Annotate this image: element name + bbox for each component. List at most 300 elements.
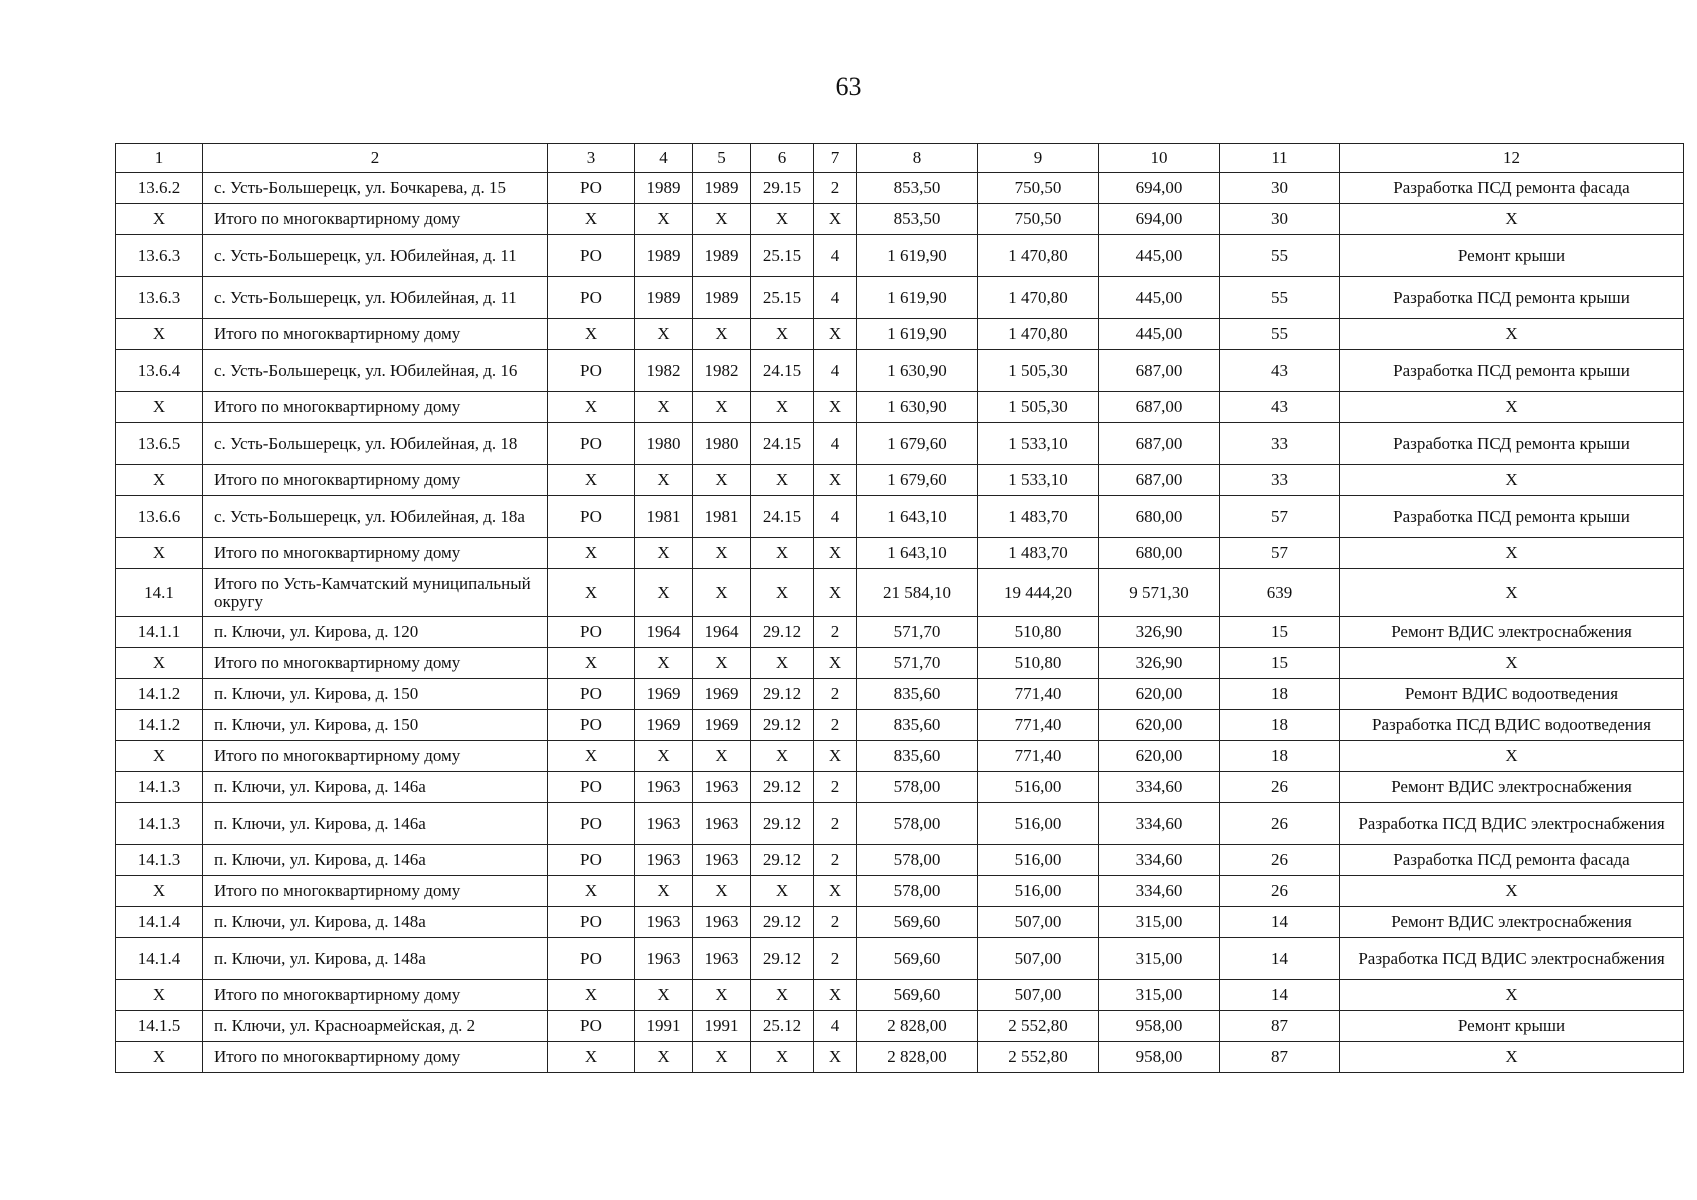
subtotal-row [116,741,1684,772]
cell-total-area: 2 828,00 [857,1011,978,1042]
cell-owner-type: РО [548,277,635,319]
cell-floors: 2 [814,803,857,845]
cell-owner-type: РО [548,679,635,710]
cell-living-area: 1 470,80 [978,319,1099,350]
cell-item-number: Х [116,392,203,423]
subtotal-row [116,538,1684,569]
cell-total-area: 578,00 [857,803,978,845]
cell-work-type: Х [1340,204,1684,235]
cell-owner-type: РО [548,938,635,980]
cell-year-commissioned: 1991 [693,1011,751,1042]
cell-item-number: 13.6.4 [116,350,203,392]
table-row [116,803,1684,845]
cell-year-commissioned: 1969 [693,710,751,741]
cell-living-area: 516,00 [978,845,1099,876]
cell-address: п. Ключи, ул. Кирова, д. 148а [203,938,548,980]
cell-year-commissioned: 1963 [693,803,751,845]
subtotal-row [116,1042,1684,1073]
table-row [116,845,1684,876]
cell-residents: 18 [1220,741,1340,772]
cell-code: Х [751,204,814,235]
cell-owner-type: Х [548,876,635,907]
cell-code: 24.15 [751,350,814,392]
cell-total-area: 1 619,90 [857,319,978,350]
cell-year-commissioned: 1980 [693,423,751,465]
cell-address: Итого по многоквартирному дому [203,741,548,772]
cell-living-area: 750,50 [978,204,1099,235]
cell-address: с. Усть-Большерецк, ул. Юбилейная, д. 11 [203,235,548,277]
cell-living-area: 510,80 [978,617,1099,648]
cell-year-built: 1980 [635,423,693,465]
cell-cost: 334,60 [1099,772,1220,803]
cell-year-built: Х [635,319,693,350]
cell-floors: 2 [814,617,857,648]
table-row [116,277,1684,319]
cell-cost: 9 571,30 [1099,569,1220,617]
cell-residents: 15 [1220,648,1340,679]
cell-residents: 15 [1220,617,1340,648]
cell-total-area: 1 643,10 [857,538,978,569]
cell-floors: Х [814,648,857,679]
cell-year-built: 1963 [635,772,693,803]
cell-residents: 639 [1220,569,1340,617]
column-number-header: 3 [548,144,635,173]
cell-floors: 4 [814,277,857,319]
cell-address: Итого по многоквартирному дому [203,648,548,679]
cell-residents: 33 [1220,465,1340,496]
cell-item-number: 13.6.2 [116,173,203,204]
cell-item-number: 14.1.2 [116,710,203,741]
cell-cost: 687,00 [1099,465,1220,496]
cell-year-built: 1989 [635,235,693,277]
cell-year-built: 1963 [635,907,693,938]
cell-work-type: Разработка ПСД ВДИС электроснабжения [1340,938,1684,980]
cell-residents: 30 [1220,173,1340,204]
cell-item-number: Х [116,319,203,350]
cell-code: 25.12 [751,1011,814,1042]
cell-year-commissioned: 1964 [693,617,751,648]
subtotal-row [116,980,1684,1011]
cell-residents: 87 [1220,1042,1340,1073]
cell-item-number: 14.1.2 [116,679,203,710]
cell-residents: 14 [1220,938,1340,980]
cell-cost: 680,00 [1099,538,1220,569]
cell-item-number: Х [116,980,203,1011]
cell-floors: 2 [814,938,857,980]
cell-year-built: 1964 [635,617,693,648]
cell-year-commissioned: Х [693,392,751,423]
cell-living-area: 1 483,70 [978,496,1099,538]
cell-work-type: Х [1340,876,1684,907]
cell-cost: 694,00 [1099,204,1220,235]
cell-code: 29.12 [751,907,814,938]
cell-floors: 4 [814,423,857,465]
cell-year-commissioned: 1981 [693,496,751,538]
cell-total-area: 1 630,90 [857,350,978,392]
cell-code: 29.12 [751,803,814,845]
cell-code: Х [751,648,814,679]
cell-living-area: 516,00 [978,772,1099,803]
cell-work-type: Х [1340,319,1684,350]
column-number-header: 2 [203,144,548,173]
column-number-header: 12 [1340,144,1684,173]
cell-cost: 680,00 [1099,496,1220,538]
cell-item-number: Х [116,1042,203,1073]
cell-total-area: 1 643,10 [857,496,978,538]
cell-address: с. Усть-Большерецк, ул. Юбилейная, д. 16 [203,350,548,392]
cell-living-area: 771,40 [978,710,1099,741]
cell-residents: 26 [1220,845,1340,876]
cell-cost: 445,00 [1099,277,1220,319]
cell-cost: 334,60 [1099,845,1220,876]
cell-residents: 14 [1220,907,1340,938]
cell-floors: 2 [814,679,857,710]
cell-total-area: 578,00 [857,772,978,803]
cell-floors: 2 [814,173,857,204]
table-row [116,938,1684,980]
cell-cost: 326,90 [1099,617,1220,648]
cell-work-type: Разработка ПСД ВДИС водоотведения [1340,710,1684,741]
cell-cost: 620,00 [1099,741,1220,772]
cell-owner-type: РО [548,907,635,938]
cell-living-area: 507,00 [978,980,1099,1011]
cell-total-area: 835,60 [857,710,978,741]
cell-address: с. Усть-Большерецк, ул. Юбилейная, д. 11 [203,277,548,319]
cell-item-number: 14.1.5 [116,1011,203,1042]
cell-code: Х [751,741,814,772]
cell-year-built: Х [635,465,693,496]
cell-work-type: Х [1340,741,1684,772]
cell-residents: 30 [1220,204,1340,235]
cell-owner-type: РО [548,173,635,204]
cell-cost: 315,00 [1099,907,1220,938]
cell-living-area: 507,00 [978,907,1099,938]
cell-code: 24.15 [751,423,814,465]
column-number-header: 11 [1220,144,1340,173]
cell-item-number: Х [116,465,203,496]
cell-living-area: 2 552,80 [978,1042,1099,1073]
cell-year-commissioned: Х [693,204,751,235]
cell-floors: 4 [814,235,857,277]
cell-work-type: Ремонт ВДИС электроснабжения [1340,617,1684,648]
cell-address: с. Усть-Большерецк, ул. Бочкарева, д. 15 [203,173,548,204]
cell-work-type: Разработка ПСД ремонта крыши [1340,496,1684,538]
cell-total-area: 1 619,90 [857,277,978,319]
cell-cost: 326,90 [1099,648,1220,679]
cell-address: Итого по многоквартирному дому [203,1042,548,1073]
cell-total-area: 569,60 [857,980,978,1011]
cell-residents: 57 [1220,496,1340,538]
cell-item-number: 13.6.3 [116,235,203,277]
cell-address: с. Усть-Большерецк, ул. Юбилейная, д. 18а [203,496,548,538]
cell-cost: 958,00 [1099,1042,1220,1073]
cell-cost: 445,00 [1099,319,1220,350]
cell-year-built: Х [635,1042,693,1073]
cell-cost: 687,00 [1099,350,1220,392]
cell-total-area: 853,50 [857,173,978,204]
cell-owner-type: Х [548,392,635,423]
cell-owner-type: РО [548,1011,635,1042]
cell-living-area: 1 470,80 [978,235,1099,277]
subtotal-row [116,204,1684,235]
cell-item-number: 14.1.1 [116,617,203,648]
cell-item-number: 14.1.3 [116,772,203,803]
cell-work-type: Х [1340,980,1684,1011]
cell-floors: Х [814,465,857,496]
subtotal-row [116,876,1684,907]
cell-address: п. Ключи, ул. Кирова, д. 148а [203,907,548,938]
cell-floors: 4 [814,350,857,392]
cell-code: Х [751,980,814,1011]
cell-total-area: 853,50 [857,204,978,235]
cell-item-number: 14.1.4 [116,938,203,980]
cell-work-type: Х [1340,465,1684,496]
cell-code: Х [751,465,814,496]
table-row [116,617,1684,648]
cell-code: Х [751,319,814,350]
cell-year-built: Х [635,741,693,772]
subtotal-row [116,319,1684,350]
cell-code: 29.12 [751,845,814,876]
cell-work-type: Разработка ПСД ремонта фасада [1340,845,1684,876]
cell-year-commissioned: Х [693,319,751,350]
table-row [116,1011,1684,1042]
cell-code: 29.12 [751,617,814,648]
cell-work-type: Разработка ПСД ремонта крыши [1340,423,1684,465]
cell-living-area: 771,40 [978,741,1099,772]
cell-living-area: 1 533,10 [978,465,1099,496]
cell-work-type: Х [1340,538,1684,569]
column-number-header: 9 [978,144,1099,173]
cell-living-area: 1 533,10 [978,423,1099,465]
cell-cost: 334,60 [1099,876,1220,907]
cell-total-area: 578,00 [857,845,978,876]
cell-residents: 43 [1220,350,1340,392]
cell-item-number: 14.1 [116,569,203,617]
cell-work-type: Ремонт крыши [1340,1011,1684,1042]
cell-total-area: 578,00 [857,876,978,907]
cell-address: Итого по многоквартирному дому [203,980,548,1011]
cell-address: п. Ключи, ул. Кирова, д. 146а [203,803,548,845]
cell-cost: 445,00 [1099,235,1220,277]
cell-year-built: 1989 [635,173,693,204]
cell-address: Итого по Усть-Камчатский муниципальный округу [203,569,548,617]
cell-year-commissioned: 1963 [693,938,751,980]
cell-year-built: 1963 [635,803,693,845]
cell-residents: 26 [1220,876,1340,907]
cell-total-area: 835,60 [857,679,978,710]
cell-residents: 18 [1220,710,1340,741]
cell-address: п. Ключи, ул. Красноармейская, д. 2 [203,1011,548,1042]
cell-item-number: Х [116,204,203,235]
page-number: 63 [835,72,862,101]
cell-owner-type: РО [548,803,635,845]
cell-item-number: 14.1.3 [116,803,203,845]
cell-floors: Х [814,204,857,235]
cell-address: п. Ключи, ул. Кирова, д. 146а [203,772,548,803]
cell-total-area: 2 828,00 [857,1042,978,1073]
cell-floors: 2 [814,845,857,876]
cell-owner-type: РО [548,235,635,277]
cell-residents: 33 [1220,423,1340,465]
cell-work-type: Ремонт ВДИС водоотведения [1340,679,1684,710]
cell-floors: 4 [814,1011,857,1042]
cell-work-type: Ремонт крыши [1340,235,1684,277]
cell-year-commissioned: Х [693,876,751,907]
cell-year-built: 1991 [635,1011,693,1042]
cell-residents: 18 [1220,679,1340,710]
subtotal-row [116,392,1684,423]
column-number-header: 1 [116,144,203,173]
cell-work-type: Разработка ПСД ремонта фасада [1340,173,1684,204]
cell-cost: 334,60 [1099,803,1220,845]
cell-floors: Х [814,569,857,617]
cell-residents: 14 [1220,980,1340,1011]
cell-address: Итого по многоквартирному дому [203,465,548,496]
cell-year-commissioned: 1963 [693,845,751,876]
table-row [116,423,1684,465]
cell-code: 25.15 [751,277,814,319]
cell-code: Х [751,392,814,423]
cell-work-type: Ремонт ВДИС электроснабжения [1340,907,1684,938]
cell-work-type: Разработка ПСД ремонта крыши [1340,350,1684,392]
cell-living-area: 507,00 [978,938,1099,980]
column-number-header: 4 [635,144,693,173]
cell-work-type: Х [1340,569,1684,617]
cell-year-built: 1989 [635,277,693,319]
cell-owner-type: Х [548,538,635,569]
cell-year-built: 1963 [635,845,693,876]
cell-living-area: 1 505,30 [978,392,1099,423]
cell-living-area: 2 552,80 [978,1011,1099,1042]
cell-item-number: Х [116,876,203,907]
cell-address: Итого по многоквартирному дому [203,538,548,569]
cell-floors: Х [814,1042,857,1073]
cell-code: 25.15 [751,235,814,277]
table-row [116,907,1684,938]
cell-code: 29.12 [751,679,814,710]
cell-work-type: Х [1340,648,1684,679]
cell-address: п. Ключи, ул. Кирова, д. 120 [203,617,548,648]
cell-cost: 687,00 [1099,423,1220,465]
cell-residents: 87 [1220,1011,1340,1042]
subtotal-row [116,465,1684,496]
cell-year-commissioned: Х [693,538,751,569]
table-row [116,173,1684,204]
cell-item-number: 14.1.3 [116,845,203,876]
cell-year-built: Х [635,569,693,617]
cell-owner-type: РО [548,423,635,465]
cell-work-type: Х [1340,1042,1684,1073]
cell-year-commissioned: Х [693,465,751,496]
cell-living-area: 771,40 [978,679,1099,710]
table-row [116,496,1684,538]
column-number-header: 10 [1099,144,1220,173]
table-row [116,772,1684,803]
cell-code: 29.15 [751,173,814,204]
cell-cost: 694,00 [1099,173,1220,204]
cell-cost: 620,00 [1099,710,1220,741]
cell-year-commissioned: 1989 [693,173,751,204]
cell-total-area: 21 584,10 [857,569,978,617]
cell-item-number: Х [116,741,203,772]
cell-work-type: Разработка ПСД ВДИС электроснабжения [1340,803,1684,845]
cell-address: Итого по многоквартирному дому [203,392,548,423]
cell-living-area: 1 505,30 [978,350,1099,392]
cell-year-built: Х [635,538,693,569]
cell-year-built: 1981 [635,496,693,538]
subtotal-row [116,648,1684,679]
cell-living-area: 510,80 [978,648,1099,679]
cell-year-commissioned: Х [693,569,751,617]
cell-living-area: 516,00 [978,803,1099,845]
cell-item-number: 13.6.5 [116,423,203,465]
repair-program-table [115,143,1684,1073]
cell-owner-type: РО [548,496,635,538]
column-number-header: 6 [751,144,814,173]
cell-owner-type: Х [548,569,635,617]
cell-owner-type: РО [548,617,635,648]
cell-item-number: Х [116,538,203,569]
cell-living-area: 516,00 [978,876,1099,907]
cell-year-built: 1982 [635,350,693,392]
cell-year-built: Х [635,876,693,907]
cell-floors: Х [814,741,857,772]
cell-item-number: 14.1.4 [116,907,203,938]
cell-year-commissioned: 1989 [693,277,751,319]
cell-code: 29.12 [751,710,814,741]
cell-cost: 958,00 [1099,1011,1220,1042]
cell-floors: 2 [814,907,857,938]
cell-code: Х [751,538,814,569]
cell-total-area: 569,60 [857,938,978,980]
cell-floors: Х [814,392,857,423]
cell-item-number: 13.6.6 [116,496,203,538]
cell-address: п. Ключи, ул. Кирова, д. 150 [203,710,548,741]
cell-owner-type: РО [548,350,635,392]
cell-work-type: Разработка ПСД ремонта крыши [1340,277,1684,319]
cell-address: Итого по многоквартирному дому [203,204,548,235]
cell-code: Х [751,876,814,907]
table-row [116,569,1684,617]
cell-work-type: Х [1340,392,1684,423]
cell-residents: 26 [1220,772,1340,803]
cell-floors: 4 [814,496,857,538]
cell-floors: Х [814,319,857,350]
cell-owner-type: Х [548,648,635,679]
cell-address: Итого по многоквартирному дому [203,319,548,350]
cell-owner-type: РО [548,710,635,741]
cell-year-built: Х [635,204,693,235]
cell-living-area: 750,50 [978,173,1099,204]
cell-living-area: 1 483,70 [978,538,1099,569]
table-row [116,235,1684,277]
cell-year-built: 1963 [635,938,693,980]
cell-residents: 55 [1220,277,1340,319]
cell-year-built: Х [635,392,693,423]
cell-floors: Х [814,538,857,569]
cell-work-type: Ремонт ВДИС электроснабжения [1340,772,1684,803]
cell-address: п. Ключи, ул. Кирова, д. 146а [203,845,548,876]
cell-residents: 55 [1220,319,1340,350]
cell-year-built: Х [635,980,693,1011]
cell-cost: 315,00 [1099,980,1220,1011]
cell-code: Х [751,1042,814,1073]
cell-living-area: 1 470,80 [978,277,1099,319]
cell-address: с. Усть-Большерецк, ул. Юбилейная, д. 18 [203,423,548,465]
column-number-header: 8 [857,144,978,173]
cell-total-area: 1 679,60 [857,423,978,465]
